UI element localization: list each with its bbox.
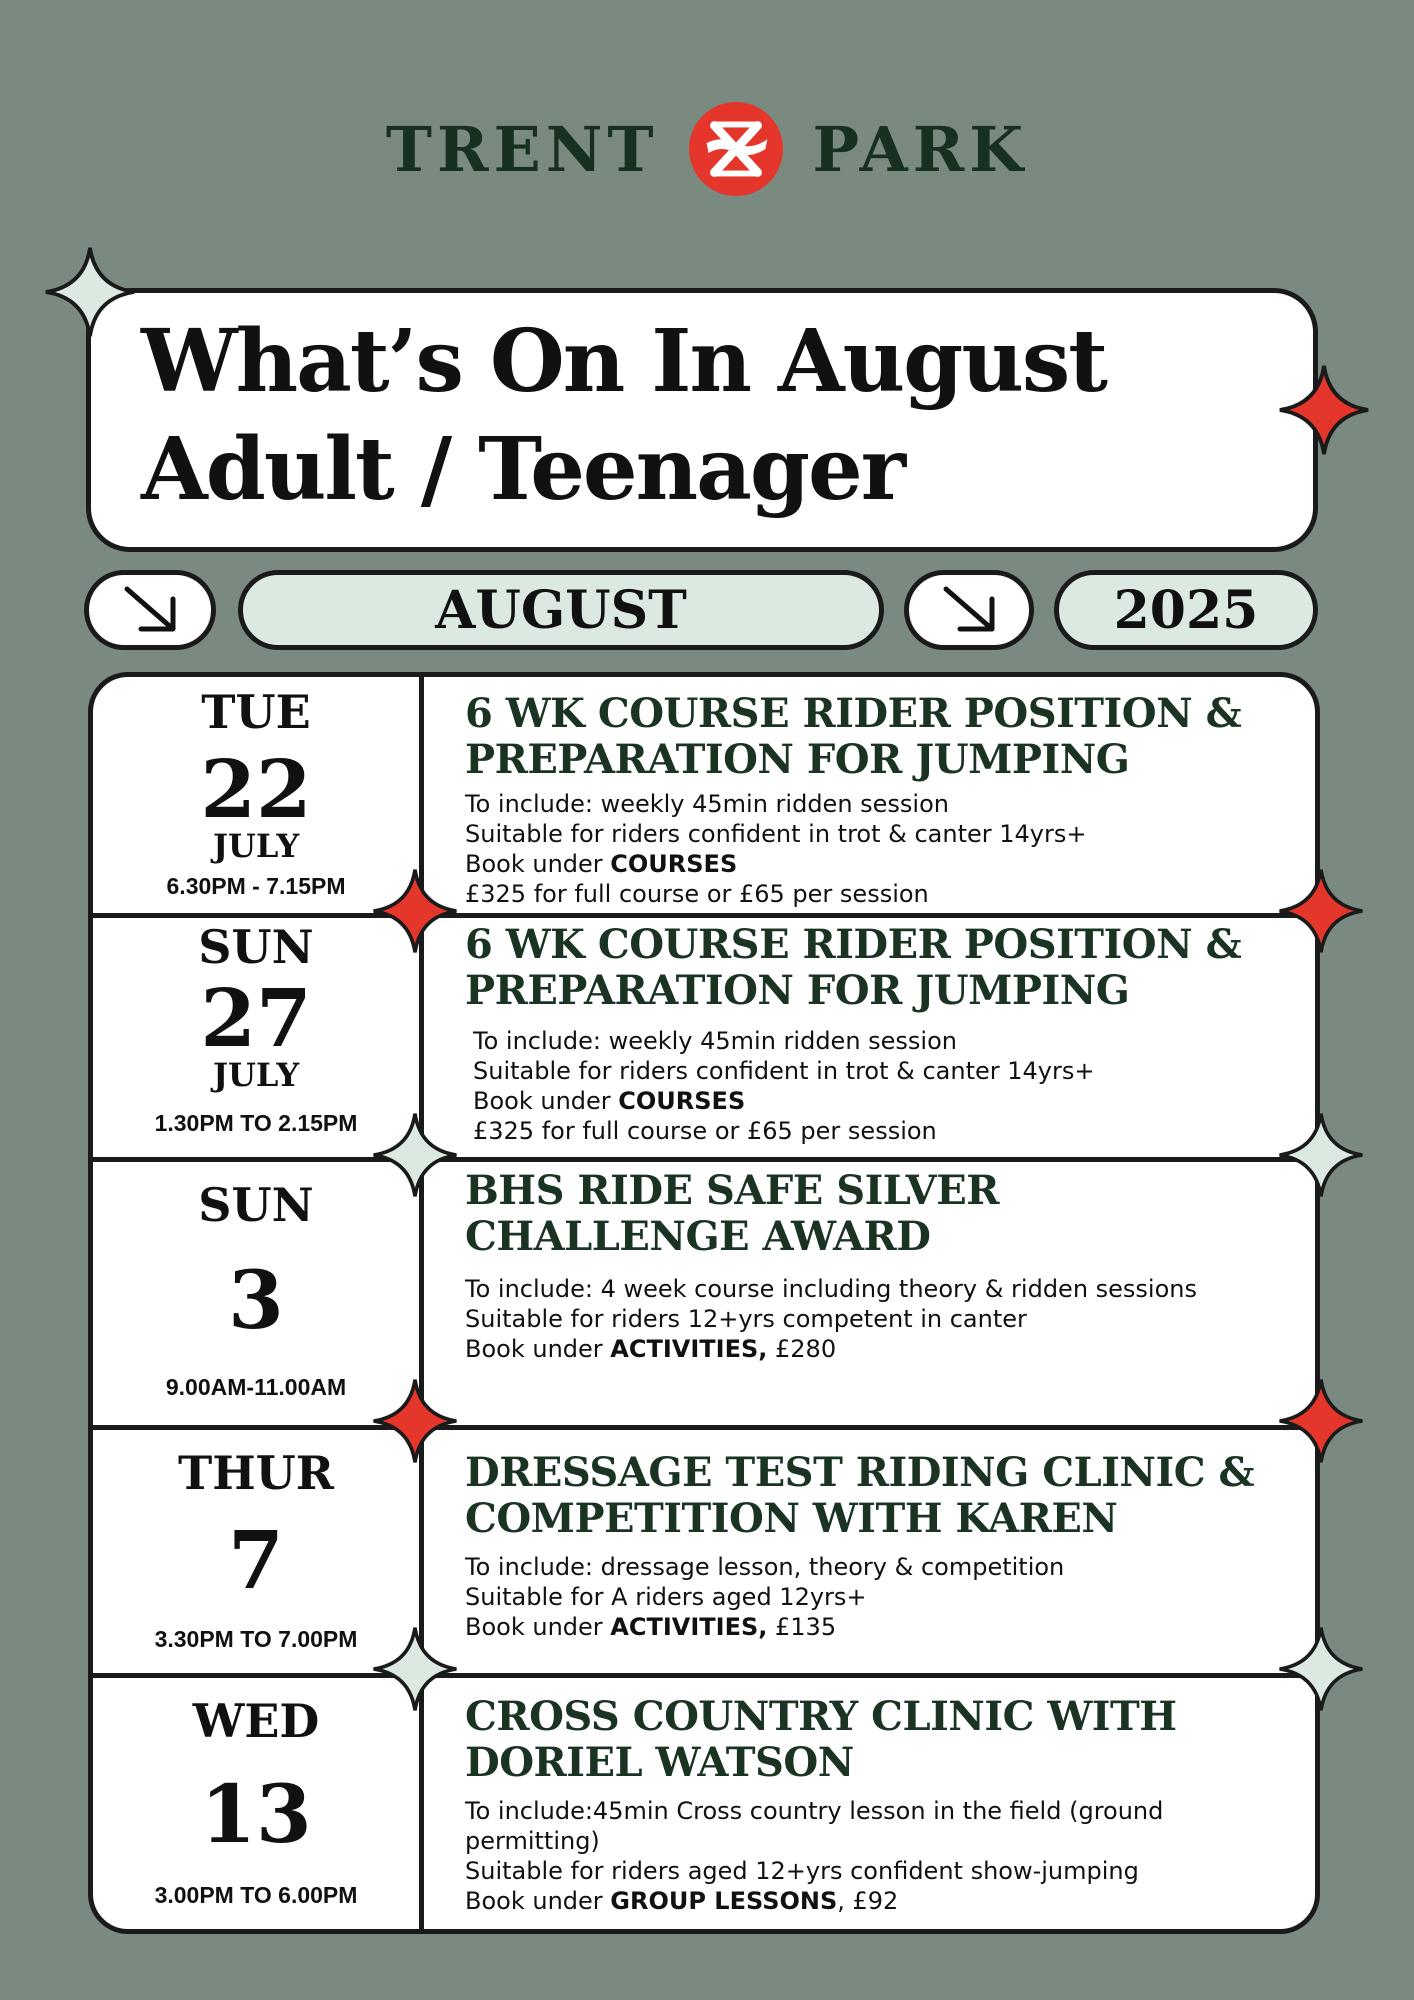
event-suitability: Suitable for riders confident in trot & canter 14yrs+ <box>465 820 1087 848</box>
event-weekday: SUN <box>198 920 314 974</box>
event-booking: Book under COURSES <box>465 850 738 878</box>
event-time: 3.00PM TO 6.00PM <box>154 1882 358 1908</box>
year-pill <box>1054 570 1318 650</box>
red-sparkle-icon <box>1276 362 1372 458</box>
event-month: JULY <box>212 827 300 865</box>
arrow-pill-right <box>904 570 1034 650</box>
event-title: 6 WK COURSE RIDER POSITION & PREPARATION FOR JUMPING <box>465 921 1242 1014</box>
event-suitability: Suitable for riders 12+yrs competent in canter <box>465 1305 1027 1333</box>
event-day-number: 22 <box>200 742 312 836</box>
event-row <box>93 1678 1315 1934</box>
event-day-number: 3 <box>228 1253 284 1347</box>
brand-name-right: PARK <box>812 112 1029 186</box>
brand-logo <box>0 100 1414 198</box>
event-time: 6.30PM - 7.15PM <box>166 873 346 899</box>
event-details <box>465 1450 1297 1642</box>
event-day-number: 27 <box>200 971 312 1065</box>
event-weekday: TUE <box>201 685 311 739</box>
arrow-down-right-icon <box>938 585 1000 635</box>
event-price: £325 for full course or £65 per session <box>473 1117 937 1145</box>
red-sparkle-icon <box>1276 866 1366 956</box>
event-row <box>93 1430 1315 1673</box>
event-includes: To include: dressage lesson, theory & competition <box>465 1553 1065 1581</box>
event-booking: Book under ACTIVITIES, £135 <box>465 1613 837 1641</box>
red-sparkle-icon <box>370 1376 460 1466</box>
event-details <box>465 1168 1297 1364</box>
event-details <box>465 922 1297 1146</box>
event-includes: To include: weekly 45min ridden session <box>465 790 949 818</box>
event-time: 1.30PM TO 2.15PM <box>154 1110 358 1136</box>
red-sparkle-icon <box>370 866 460 956</box>
year-label: 2025 <box>1113 579 1259 641</box>
page-title: What’s On In August <box>141 311 1106 412</box>
booking-category: COURSES <box>618 1087 746 1115</box>
event-booking: Book under COURSES <box>473 1087 746 1115</box>
brand-name-left: TRENT <box>385 112 659 186</box>
booking-category: COURSES <box>610 850 738 878</box>
mint-sparkle-icon <box>370 1110 460 1200</box>
event-includes: To include:45min Cross country lesson in the field (ground permitting) <box>465 1797 1164 1855</box>
event-details <box>465 691 1297 909</box>
event-details <box>465 1694 1297 1916</box>
event-includes: To include: weekly 45min ridden session <box>473 1027 957 1055</box>
event-date <box>93 1678 419 1934</box>
event-time: 9.00AM-11.00AM <box>165 1374 347 1400</box>
event-row <box>93 677 1315 913</box>
mint-sparkle-icon <box>42 244 138 340</box>
event-row <box>93 1162 1315 1425</box>
booking-category: GROUP LESSONS <box>610 1887 838 1915</box>
arrow-pill-left <box>84 570 216 650</box>
event-title: 6 WK COURSE RIDER POSITION & PREPARATION FOR JUMPING <box>465 690 1242 783</box>
event-includes: To include: 4 week course including theory & ridden sessions <box>465 1275 1197 1303</box>
event-suitability: Suitable for A riders aged 12yrs+ <box>465 1583 867 1611</box>
page-subtitle: Adult / Teenager <box>141 419 905 520</box>
event-title: DRESSAGE TEST RIDING CLINIC & COMPETITION WITH KAREN <box>465 1449 1255 1542</box>
month-pill <box>238 570 884 650</box>
event-weekday: THUR <box>177 1446 335 1500</box>
event-price: £325 for full course or £65 per session <box>465 880 929 908</box>
mint-sparkle-icon <box>1276 1624 1366 1714</box>
mint-sparkle-icon <box>370 1624 460 1714</box>
month-label: AUGUST <box>435 579 687 641</box>
event-booking: Book under GROUP LESSONS, £92 <box>465 1887 899 1915</box>
event-time: 3.30PM TO 7.00PM <box>154 1626 358 1652</box>
event-day-number: 7 <box>228 1513 284 1607</box>
booking-category: ACTIVITIES, <box>610 1335 768 1363</box>
arrow-down-right-icon <box>119 585 181 635</box>
event-weekday: SUN <box>198 1178 314 1232</box>
event-schedule <box>88 672 1320 1934</box>
event-suitability: Suitable for riders confident in trot & canter 14yrs+ <box>473 1057 1095 1085</box>
event-month: JULY <box>212 1056 300 1094</box>
title-card <box>86 288 1318 552</box>
event-booking: Book under ACTIVITIES, £280 <box>465 1335 837 1363</box>
event-title: BHS RIDE SAFE SILVER CHALLENGE AWARD <box>465 1167 999 1260</box>
trent-park-emblem-icon <box>687 100 785 198</box>
red-sparkle-icon <box>1276 1376 1366 1466</box>
booking-category: ACTIVITIES, <box>610 1613 768 1641</box>
event-row <box>93 918 1315 1157</box>
event-day-number: 13 <box>200 1767 312 1861</box>
event-suitability: Suitable for riders aged 12+yrs confident show-jumping <box>465 1857 1139 1885</box>
event-weekday: WED <box>192 1694 320 1748</box>
event-title: CROSS COUNTRY CLINIC WITH DORIEL WATSON <box>465 1693 1177 1786</box>
mint-sparkle-icon <box>1276 1110 1366 1200</box>
